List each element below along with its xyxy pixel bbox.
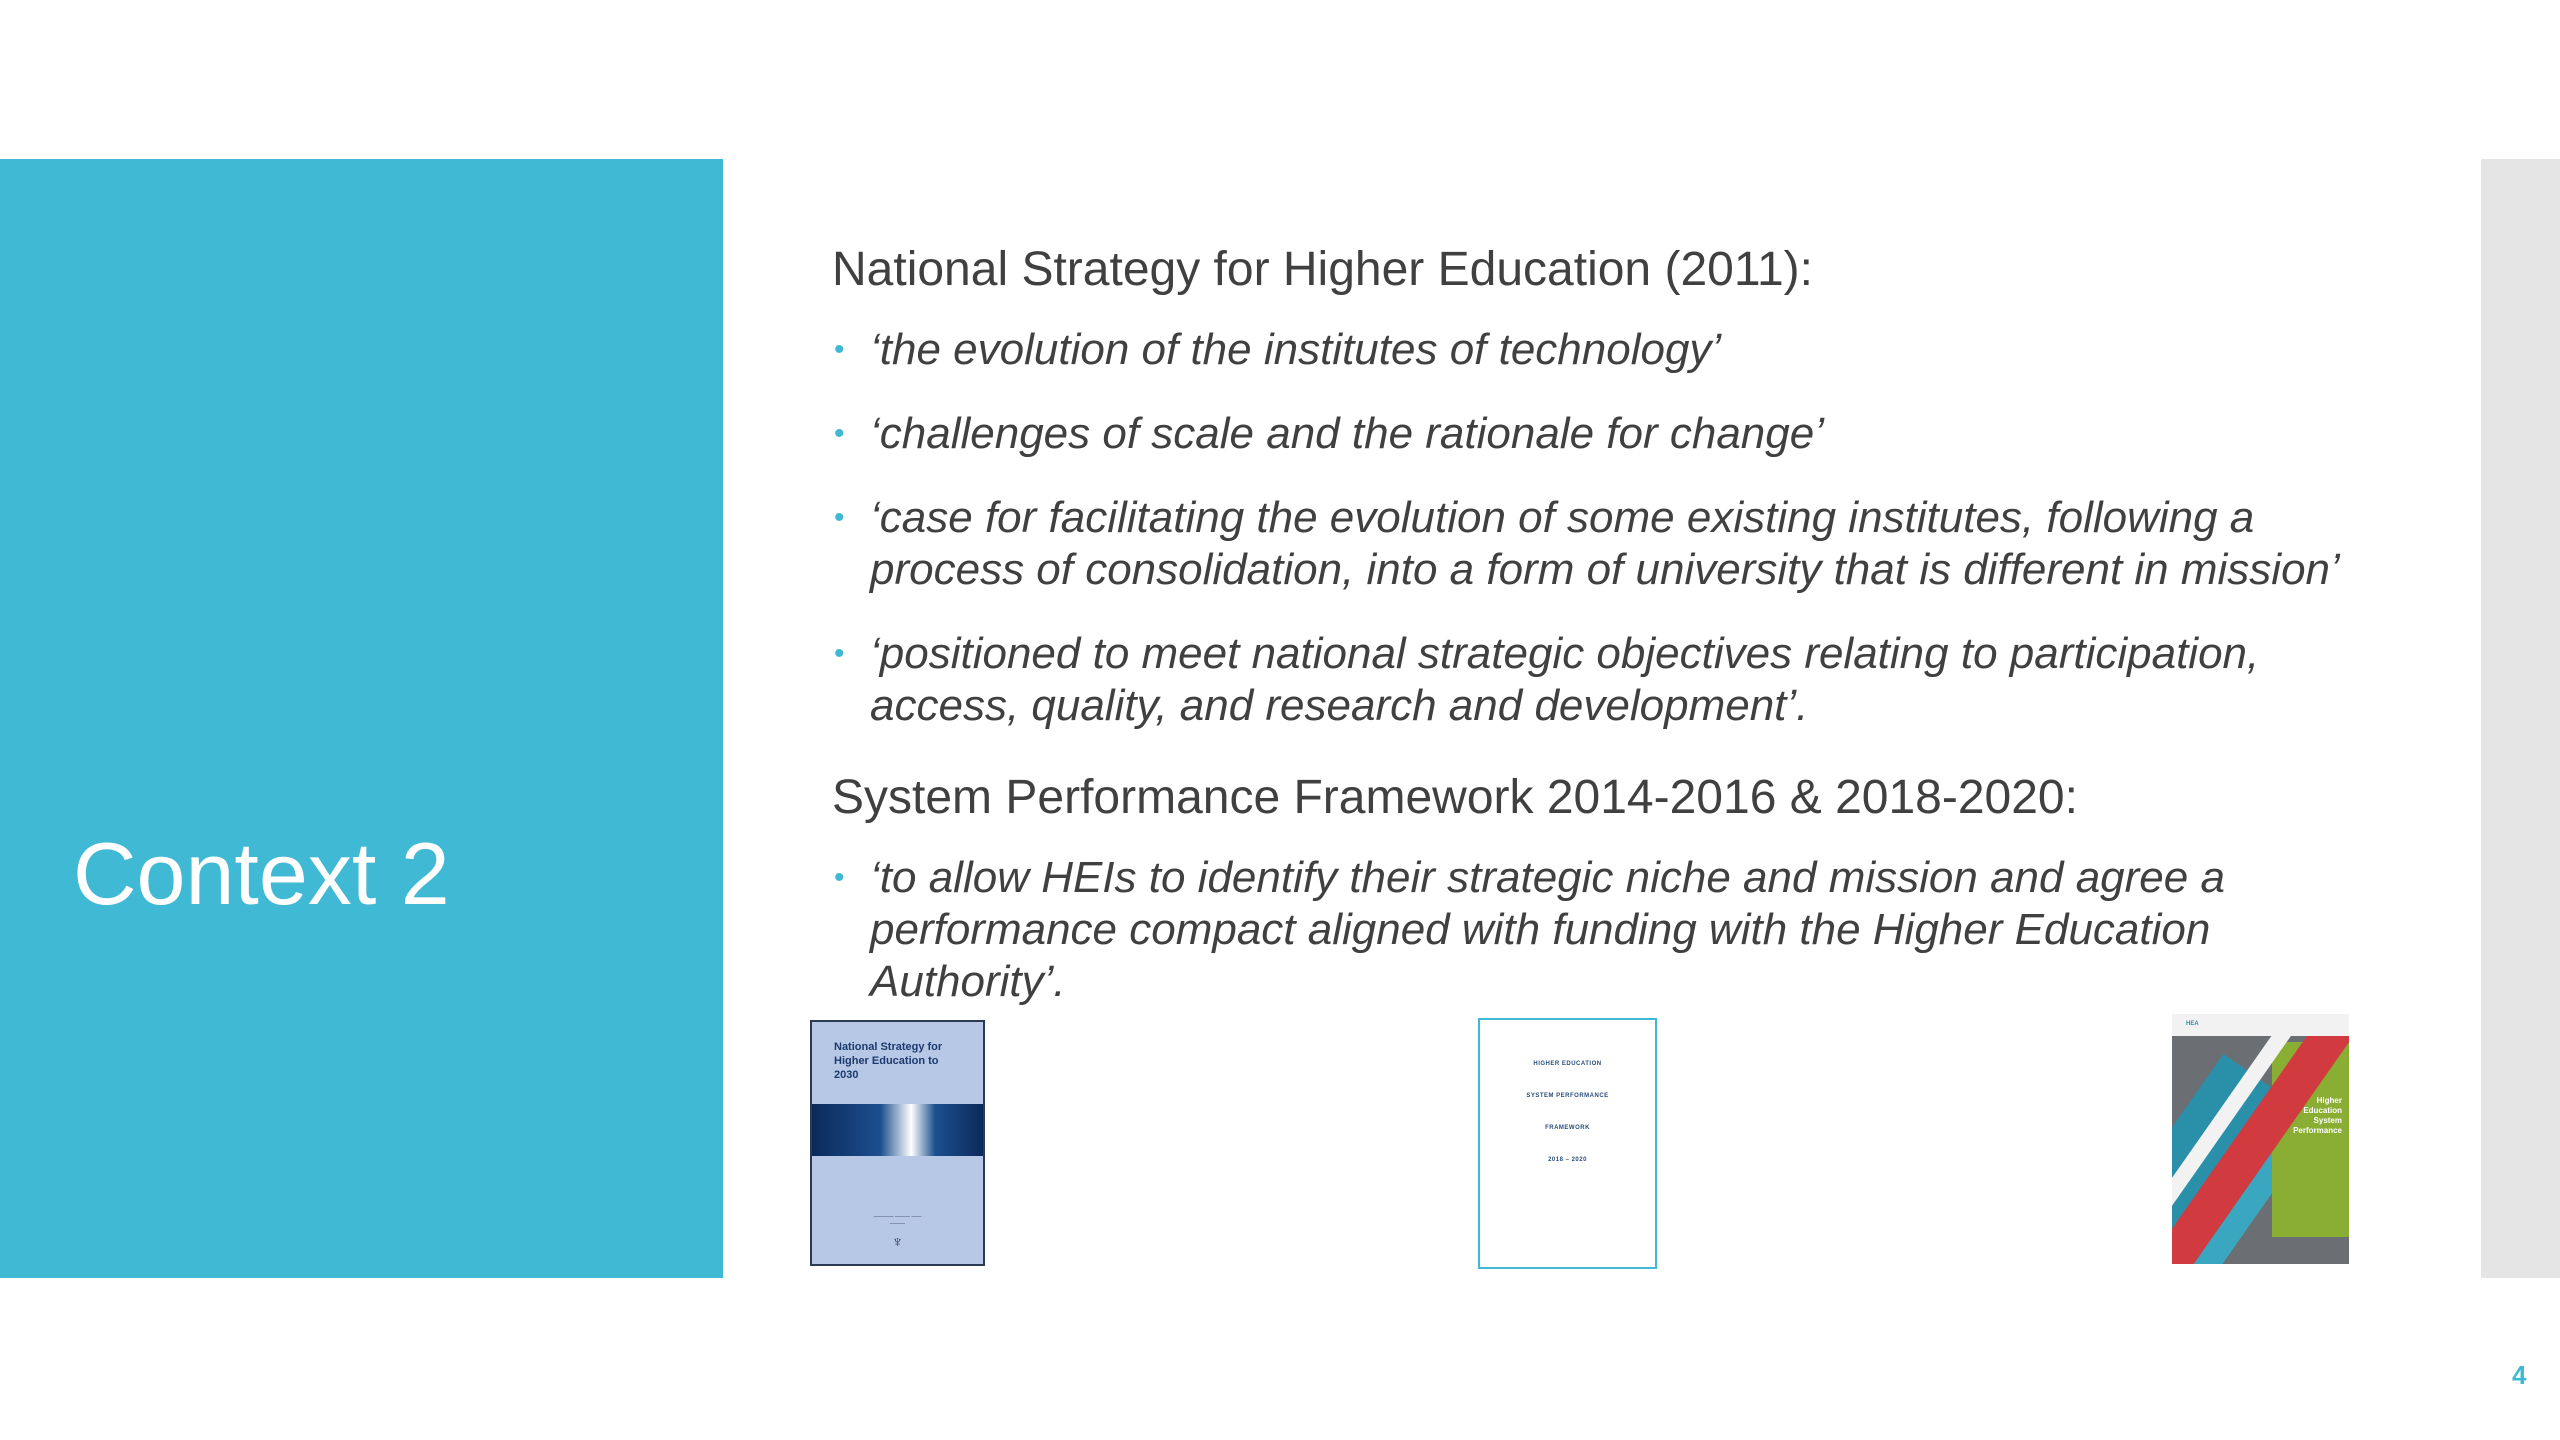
cover-line: FRAMEWORK [1545, 1125, 1590, 1131]
cover-title: Higher Education System Performance [2293, 1096, 2342, 1135]
slide-content [832, 240, 2392, 1008]
slide-title: Context 2 [73, 824, 450, 923]
bullet-text: ‘positioned to meet national strategic objectives relating to participation, access, quality, and research and development’. [870, 629, 2260, 730]
bullet-text: ‘case for facilitating the evolution of some existing institutes, following a process of consolidation, into a form of university that is different in mission’ [870, 493, 2340, 594]
national-strategy-cover-image [810, 1020, 985, 1266]
bullet-dot-icon: • [834, 501, 845, 534]
list-item [832, 852, 2392, 1008]
bullet-list-system-performance [832, 852, 2392, 1008]
bullet-dot-icon: • [834, 637, 845, 670]
bullet-text: ‘to allow HEIs to identify their strategic niche and mission and agree a performance compact aligned with funding with the Higher Education Authority’. [870, 853, 2225, 1006]
harp-emblem-icon: ♆ [891, 1234, 904, 1251]
bullet-dot-icon: • [834, 333, 845, 366]
bullet-dot-icon: • [834, 861, 845, 894]
bullet-list-national-strategy [832, 324, 2392, 732]
bullet-dot-icon: • [834, 417, 845, 450]
bullet-text: ‘the evolution of the institutes of technology’ [870, 325, 1722, 374]
title-panel [0, 159, 723, 1278]
cover-small-print: ———— ——— —— ——— [873, 1214, 922, 1227]
cover-line: SYSTEM PERFORMANCE [1526, 1093, 1609, 1099]
hea-logo: HEA [2186, 1021, 2199, 1027]
bullet-text: ‘challenges of scale and the rationale for change’ [870, 409, 1824, 458]
page-number: 4 [2512, 1360, 2527, 1390]
section-heading-system-performance: System Performance Framework 2014-2016 & 2018-2020: [832, 771, 2078, 824]
cover-title: National Strategy for Higher Education to 2030 [834, 1041, 943, 1081]
hea-system-performance-cover-image [2172, 1014, 2349, 1264]
right-edge-strip [2481, 159, 2560, 1278]
list-item [832, 628, 2392, 732]
cover-line: HIGHER EDUCATION [1533, 1061, 1602, 1067]
list-item [832, 324, 2392, 376]
section-heading-national-strategy: National Strategy for Higher Education (2011): [832, 243, 1813, 296]
cover-light-band [812, 1104, 983, 1156]
cover-line: 2018 – 2020 [1548, 1157, 1587, 1163]
list-item [832, 408, 2392, 460]
system-performance-framework-cover-image [1478, 1018, 1657, 1269]
list-item [832, 492, 2392, 596]
